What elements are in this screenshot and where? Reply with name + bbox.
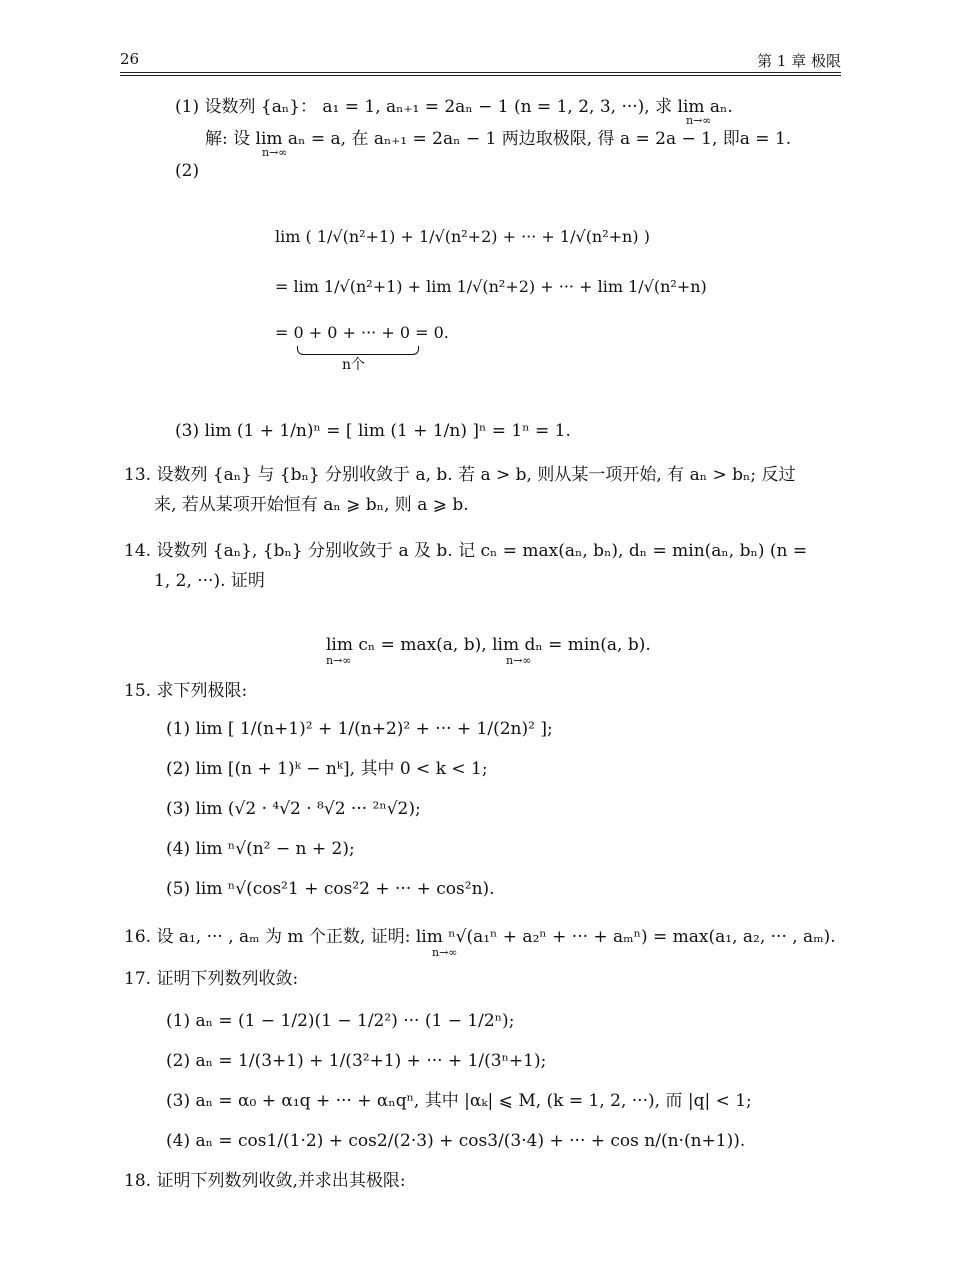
problem-15-2: (2) lim [(n + 1)ᵏ − nᵏ], 其中 0 < k < 1; xyxy=(166,759,488,779)
problem-14-display: lim cₙ = max(a, b), lim dₙ = min(a, b). xyxy=(326,635,651,655)
page-number: 26 xyxy=(120,50,140,68)
problem-15-4: (4) lim ⁿ√(n² − n + 2); xyxy=(166,839,355,859)
limit-subscript: n→∞ xyxy=(686,114,712,127)
problem-15-1: (1) lim [ 1/(n+1)² + 1/(n+2)² + ··· + 1/(2n)² ]; xyxy=(166,719,553,739)
problem-17-2: (2) aₙ = 1/(3+1) + 1/(3²+1) + ··· + 1/(3ⁿ+1); xyxy=(166,1051,547,1071)
problem-17-1: (1) aₙ = (1 − 1/2)(1 − 1/2²) ··· (1 − 1/2ⁿ); xyxy=(166,1011,515,1031)
display-eq-2: = lim 1/√(n²+1) + lim 1/√(n²+2) + ··· + lim 1/√(n²+n) xyxy=(275,277,707,296)
limit-subscript: n→∞ xyxy=(326,654,352,667)
problem-17-3: (3) aₙ = α₀ + α₁q + ··· + αₙqⁿ, 其中 |αₖ| ⩽ M, (k = 1, 2, ···), 而 |q| < 1; xyxy=(166,1091,752,1111)
problem-15-3: (3) lim (√2 · ⁴√2 · ⁸√2 ··· ²ⁿ√2); xyxy=(166,799,421,819)
problem-12-1: (1) 设数列 {aₙ}： a₁ = 1, aₙ₊₁ = 2aₙ − 1 (n = 1, 2, 3, ···), 求 lim aₙ. xyxy=(175,97,733,117)
problem-14-line1: 14. 设数列 {aₙ}, {bₙ} 分别收敛于 a 及 b. 记 cₙ = max(aₙ, bₙ), dₙ = min(aₙ, bₙ) (n = xyxy=(124,541,808,561)
header-rule-double xyxy=(120,75,841,76)
problem-18-title: 18. 证明下列数列收敛,并求出其极限: xyxy=(124,1171,406,1191)
problem-13-line1: 13. 设数列 {aₙ} 与 {bₙ} 分别收敛于 a, b. 若 a > b, 则从某一项开始, 有 aₙ > bₙ; 反过 xyxy=(124,465,796,485)
problem-17-title: 17. 证明下列数列收敛: xyxy=(124,969,299,989)
solution-12-1: 解: 设 lim aₙ = a, 在 aₙ₊₁ = 2aₙ − 1 两边取极限, 得 a = 2a − 1, 即a = 1. xyxy=(205,129,792,149)
display-eq-3: = 0 + 0 + ··· + 0 = 0. xyxy=(275,323,449,342)
limit-subscript: n→∞ xyxy=(262,146,288,159)
display-eq-1: lim ( 1/√(n²+1) + 1/√(n²+2) + ··· + 1/√(n²+n) ) xyxy=(275,227,650,246)
problem-17-4: (4) aₙ = cos1/(1·2) + cos2/(2·3) + cos3/(3·4) + ··· + cos n/(n·(n+1)). xyxy=(166,1131,746,1151)
problem-13-line2: 来, 若从某项开始恒有 aₙ ⩾ bₙ, 则 a ⩾ b. xyxy=(154,495,469,515)
problem-16: 16. 设 a₁, ··· , aₘ 为 m 个正数, 证明: lim ⁿ√(a₁ⁿ + a₂ⁿ + ··· + aₘⁿ) = max(a₁, a₂, ··· , aₘ). xyxy=(124,927,836,947)
running-header xyxy=(120,50,841,72)
problem-14-line2: 1, 2, ···). 证明 xyxy=(154,571,265,591)
header-rule xyxy=(120,72,841,73)
limit-subscript: n→∞ xyxy=(432,946,458,959)
limit-subscript: n→∞ xyxy=(506,654,532,667)
underbrace-label: n个 xyxy=(342,357,366,373)
problem-12-3: (3) lim (1 + 1/n)ⁿ = [ lim (1 + 1/n) ]ⁿ = 1ⁿ = 1. xyxy=(175,421,571,441)
problem-12-2-label: (2) xyxy=(175,161,200,181)
problem-15-title: 15. 求下列极限: xyxy=(124,681,248,701)
chapter-title: 第 1 章 极限 xyxy=(757,52,841,70)
problem-15-5: (5) lim ⁿ√(cos²1 + cos²2 + ··· + cos²n). xyxy=(166,879,495,899)
